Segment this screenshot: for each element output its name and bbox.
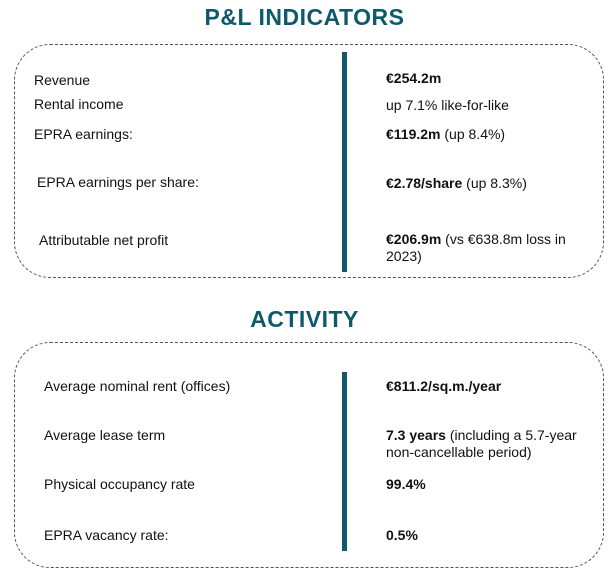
- pl-value-epra-eps: €2.78/share (up 8.3%): [386, 175, 527, 191]
- activity-value-epra-vacancy: 0.5%: [386, 527, 418, 543]
- activity-label-nominal-rent: Average nominal rent (offices): [44, 378, 231, 394]
- activity-label-lease-term: Average lease term: [44, 427, 166, 443]
- pl-indicators-title: P&L INDICATORS: [204, 4, 405, 30]
- activity-title: ACTIVITY: [250, 306, 359, 332]
- pl-label-rental-income: Rental income: [34, 96, 124, 112]
- pl-value-net-profit: €206.9m (vs €638.8m loss in 2023): [386, 231, 566, 264]
- activity-label-epra-vacancy: EPRA vacancy rate:: [44, 527, 169, 543]
- pl-label-epra-earnings: EPRA earnings:: [34, 126, 133, 142]
- pl-label-revenue: Revenue: [34, 72, 91, 88]
- activity-divider: [342, 372, 347, 551]
- pl-label-epra-eps: EPRA earnings per share:: [37, 174, 199, 190]
- activity-label-physical-occupancy: Physical occupancy rate: [44, 476, 195, 492]
- activity-value-nominal-rent: €811.2/sq.m./year: [386, 378, 502, 394]
- pl-divider: [342, 52, 347, 272]
- activity-value-lease-term: 7.3 years (including a 5.7-year non-cancellable period): [386, 427, 577, 460]
- pl-label-net-profit: Attributable net profit: [39, 232, 169, 248]
- pl-value-rental-income: up 7.1% like-for-like: [386, 97, 509, 113]
- activity-value-physical-occupancy: 99.4%: [386, 476, 426, 492]
- pl-value-epra-earnings: €119.2m (up 8.4%): [386, 126, 506, 142]
- pl-value-revenue: €254.2m: [386, 70, 442, 86]
